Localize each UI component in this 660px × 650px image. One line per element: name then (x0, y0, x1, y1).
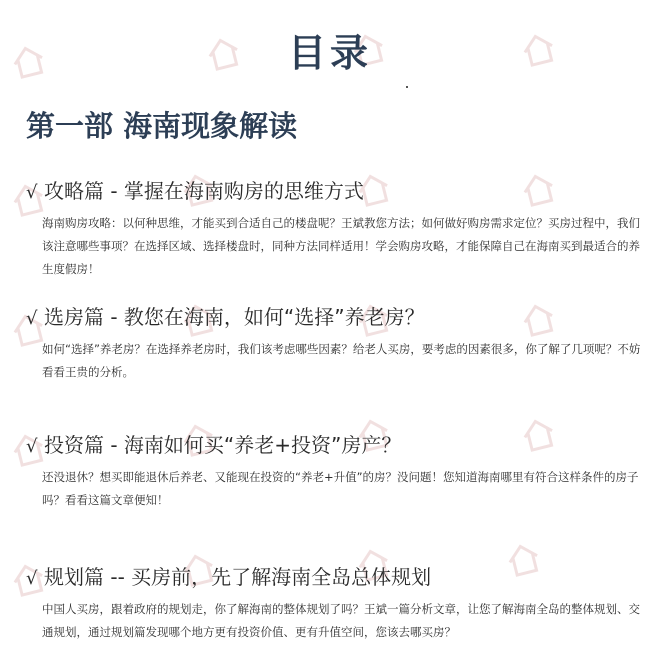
section-heading (26, 432, 646, 460)
section-description: 海南购房攻略：以何种思维，才能买到合适自己的楼盘呢？王斌教您方法；如何做好购房需求定位？买房过程中，我们该注意哪些事项？在选择区域、选择楼盘时，同种方法同样适用！学会购房攻略，才能保障自己在海南买到最适合的养生度假房！ (42, 216, 640, 276)
section-description: 中国人买房，跟着政府的规划走，你了解海南的整体规划了吗？王斌一篇分析文章，让您了解海南全岛的整体规划、交通规划，通过规划篇发现哪个地方更有投资价值、更有升值空间，您该去哪买房？ (42, 602, 640, 639)
section-heading-text: 选房篇 - 教您在海南，如何“选择”养老房？ (44, 305, 425, 329)
section-heading (26, 304, 646, 332)
toc-section (26, 564, 646, 644)
section-heading (26, 178, 646, 206)
section-heading-text: 规划篇 -- 买房前，先了解海南全岛总体规划 (44, 565, 432, 589)
check-icon: √ (26, 308, 38, 329)
check-icon: √ (26, 182, 38, 203)
stray-dot (406, 86, 408, 88)
check-icon: √ (26, 568, 38, 589)
section-heading-text: 攻略篇 - 掌握在海南购房的思维方式 (44, 179, 364, 203)
page-title: 目录 (287, 31, 372, 75)
section-heading-text: 投资篇 - 海南如何买“养老+投资”房产？ (44, 433, 402, 457)
toc-section (26, 178, 646, 281)
part-title: 第一部 海南现象解读 (26, 109, 298, 143)
section-heading (26, 564, 646, 592)
check-icon: √ (26, 436, 38, 457)
toc-section (26, 304, 646, 384)
toc-section (26, 432, 646, 512)
section-description: 还没退休？想买即能退休后养老、又能现在投资的“养老+升值”的房？没问题！您知道海南哪里有符合这样条件的房子吗？看看这篇文章便知！ (42, 470, 639, 507)
section-description: 如何“选择”养老房？在选择养老房时，我们该考虑哪些因素？给老人买房，要考虑的因素很多，你了解了几项呢？不妨看看王贵的分析。 (42, 342, 641, 379)
